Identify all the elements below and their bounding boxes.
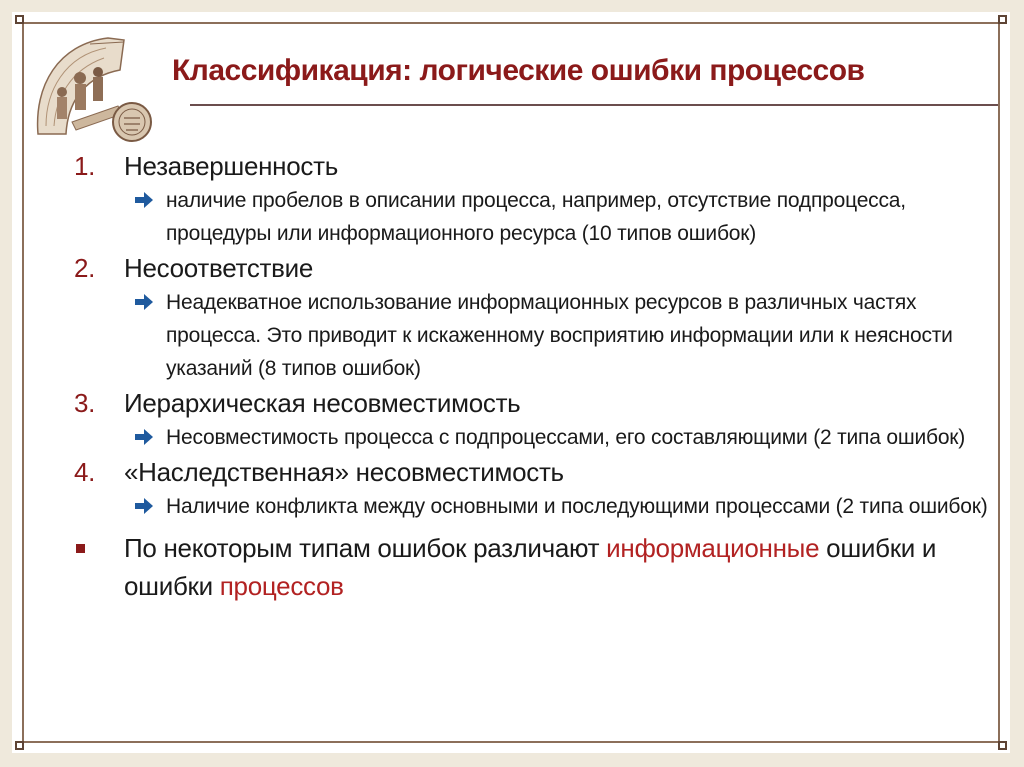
item-heading: Иерархическая несовместимость [124,388,521,418]
item-description-row [62,184,1012,250]
list-item [62,385,1012,454]
item-description: Наличие конфликта между основными и последующими процессами (2 типа ошибок) [166,495,988,518]
summary-highlight-processes: процессов [219,571,344,601]
item-number: 2. [74,253,96,283]
item-heading: Несоответствие [124,253,314,283]
list-item [62,250,1012,385]
frame-corner-bottom-left [15,741,24,750]
right-arrow-icon [134,191,154,209]
summary-paragraph [62,529,1012,605]
item-heading-row [62,454,1012,490]
item-description: Несовместимость процесса с подпроцессами, его составляющими (2 типа ошибок) [166,426,966,449]
frame-corner-bottom-right [998,741,1007,750]
item-description-row [62,286,1012,385]
summary-text-part1: По некоторым типам ошибок различают [124,533,607,563]
list-item [62,454,1012,523]
slide [12,12,1010,753]
summary-text-part2: ошибки и ошибки [124,533,937,601]
item-heading-row [62,148,1012,184]
item-description: наличие пробелов в описании процесса, например, отсутствие подпроцесса, процедуры или информационного ресурса (10 типов ошибок) [166,189,906,245]
item-number: 4. [74,457,96,487]
item-description-row [62,490,1012,523]
item-heading: Незавершенность [124,151,338,181]
right-arrow-icon [134,428,154,446]
list-item [62,148,1012,250]
frame-corner-top-left [15,15,24,24]
item-description-row [62,421,1012,454]
right-arrow-icon [134,497,154,515]
slide-title: Классификация: логические ошибки процессов [172,54,865,87]
item-description: Неадекватное использование информационных ресурсов в различных частях процесса. Это приводит к искаженному восприятию информации или к неясности указаний (8 типов ошибок) [166,291,953,380]
error-classification-list [62,148,1012,605]
right-arrow-icon [134,293,154,311]
sepia-emblem-illustration [28,26,158,144]
item-heading: «Наследственная» несовместимость [124,457,564,487]
summary-highlight-information: информационные [606,533,820,563]
title-divider [190,104,998,106]
item-heading-row [62,385,1012,421]
frame-corner-top-right [998,15,1007,24]
item-number: 1. [74,151,96,181]
square-bullet-icon [76,544,85,553]
item-heading-row [62,250,1012,286]
item-number: 3. [74,388,96,418]
